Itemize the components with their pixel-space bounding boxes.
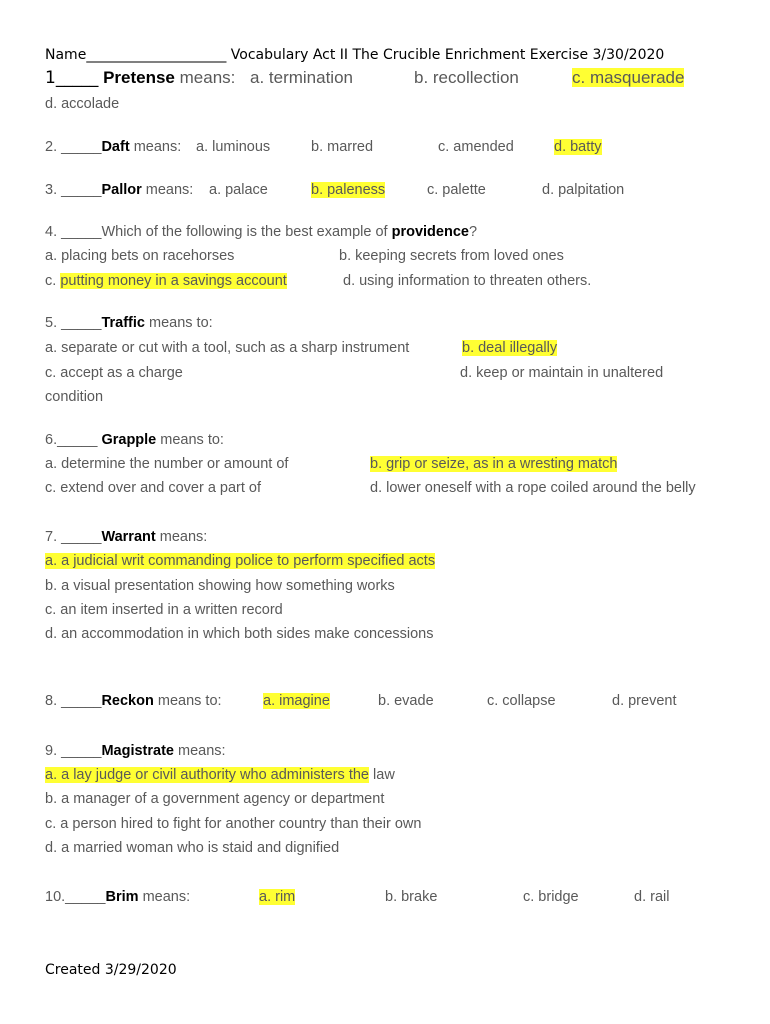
option-c: c. collapse: [487, 693, 556, 709]
option-d: d. rail: [634, 889, 670, 905]
question-4: [45, 223, 477, 241]
created-date: Created 3/29/2020: [45, 962, 177, 978]
answer-blank: _____: [57, 432, 98, 448]
option-b: b. evade: [378, 693, 434, 709]
question-stem: means:: [178, 743, 226, 759]
option-d: d. an accommodation in which both sides make concessions: [45, 626, 434, 642]
question-7: [45, 528, 207, 546]
question-number: 5.: [45, 315, 58, 331]
option-c: [45, 272, 287, 290]
vocab-word: Daft: [101, 139, 130, 155]
answer-blank: _____: [61, 693, 102, 709]
vocab-word: Brim: [105, 889, 139, 905]
option-c: c. accept as a charge: [45, 365, 183, 381]
page-title: Vocabulary Act II The Crucible Enrichment Exercise 3/30/2020: [230, 47, 665, 63]
option-c: c. bridge: [523, 889, 579, 905]
answer-blank: _____: [55, 68, 99, 88]
question-5: [45, 314, 213, 332]
option-b-highlighted: b. deal illegally: [462, 340, 558, 356]
option-b: b. marred: [311, 139, 374, 155]
question-stem: means to:: [149, 315, 213, 331]
question-10: [45, 888, 190, 906]
question-stem: means to:: [160, 432, 224, 448]
answer-blank: _____: [61, 224, 102, 240]
answer-blank: _____: [65, 889, 106, 905]
option-a-highlighted: a. a lay judge or civil authority who administers the: [45, 767, 369, 783]
option-a-highlighted: a. rim: [259, 889, 296, 905]
vocab-word: Warrant: [101, 529, 156, 545]
option-c: c. extend over and cover a part of: [45, 480, 262, 496]
option-c: c. an item inserted in a written record: [45, 602, 283, 618]
option-b-highlighted: b. grip or seize, as in a wresting match: [370, 456, 618, 472]
option-a-tail: law: [373, 767, 395, 783]
question-stem: means:: [159, 529, 208, 545]
answer-blank: _____: [61, 182, 102, 198]
option-b: b. a visual presentation showing how something works: [45, 578, 395, 594]
question-6: [45, 431, 224, 449]
question-number: 3.: [45, 182, 58, 198]
option-a: a. placing bets on racehorses: [45, 248, 235, 264]
answer-blank: _____: [61, 743, 102, 759]
question-stem: Which of the following is the best example of: [101, 224, 388, 240]
question-number: 10.: [45, 889, 66, 905]
option-b: b. brake: [385, 889, 438, 905]
question-stem: means to:: [157, 693, 222, 709]
option-c: c. palette: [427, 182, 486, 198]
question-stem: means:: [145, 182, 194, 198]
header-line: [45, 46, 664, 64]
option-c-highlighted: putting money in a savings account: [60, 273, 287, 289]
question-9: [45, 742, 226, 760]
name-blank: ____________________: [86, 47, 227, 63]
option-a: a. luminous: [196, 139, 271, 155]
option-d: d. prevent: [612, 693, 677, 709]
question-number: 6.: [45, 432, 58, 448]
vocab-word: Magistrate: [101, 743, 174, 759]
option-c: c. a person hired to fight for another country than their own: [45, 816, 422, 832]
option-a: a. palace: [209, 182, 268, 198]
option-c-prefix: c.: [45, 273, 57, 289]
question-number: 7.: [45, 529, 58, 545]
question-3: [45, 181, 193, 199]
option-b-highlighted: b. paleness: [311, 182, 386, 198]
option-c: c. amended: [438, 139, 514, 155]
answer-blank: _____: [61, 529, 102, 545]
option-a-highlighted: a. imagine: [263, 693, 330, 709]
vocab-word: Grapple: [101, 432, 157, 448]
question-number: 9.: [45, 743, 58, 759]
option-a: a. separate or cut with a tool, such as a sharp instrument: [45, 340, 410, 356]
option-b: b. recollection: [414, 68, 519, 87]
option-d: d. lower oneself with a rope coiled around the belly: [370, 480, 696, 496]
vocab-word: Reckon: [101, 693, 154, 709]
question-stem: means:: [179, 68, 236, 87]
vocab-word: providence: [391, 224, 469, 240]
question-number: 2.: [45, 139, 58, 155]
question-stem: means:: [142, 889, 191, 905]
option-d-highlighted: d. batty: [554, 139, 602, 155]
question-number: 1: [45, 68, 56, 88]
question-2: [45, 138, 181, 156]
answer-blank: _____: [61, 139, 102, 155]
option-d: d. using information to threaten others.: [343, 273, 592, 289]
option-d: d. keep or maintain in unaltered: [460, 365, 664, 381]
option-a: a. determine the number or amount of: [45, 456, 289, 472]
vocab-word: Pallor: [101, 182, 142, 198]
option-d: d. palpitation: [542, 182, 625, 198]
name-label: Name: [45, 47, 87, 63]
option-d: d. a married woman who is staid and dignified: [45, 840, 340, 856]
question-number: 4.: [45, 224, 58, 240]
question-1: [45, 69, 235, 87]
question-8: [45, 692, 222, 710]
option-a: a. termination: [250, 68, 353, 87]
option-a: [45, 766, 395, 784]
answer-blank: _____: [61, 315, 102, 331]
option-d-continued: condition: [45, 389, 104, 405]
question-stem-end: ?: [468, 224, 478, 240]
option-d: d. accolade: [45, 96, 120, 112]
question-stem: means:: [133, 139, 182, 155]
vocab-word: Pretense: [103, 68, 175, 87]
vocab-word: Traffic: [101, 315, 145, 331]
option-c-highlighted: c. masquerade: [572, 68, 685, 87]
option-b: b. keeping secrets from loved ones: [339, 248, 564, 264]
option-b: b. a manager of a government agency or department: [45, 791, 385, 807]
question-number: 8.: [45, 693, 58, 709]
option-a-highlighted: a. a judicial writ commanding police to perform specified acts: [45, 553, 436, 569]
